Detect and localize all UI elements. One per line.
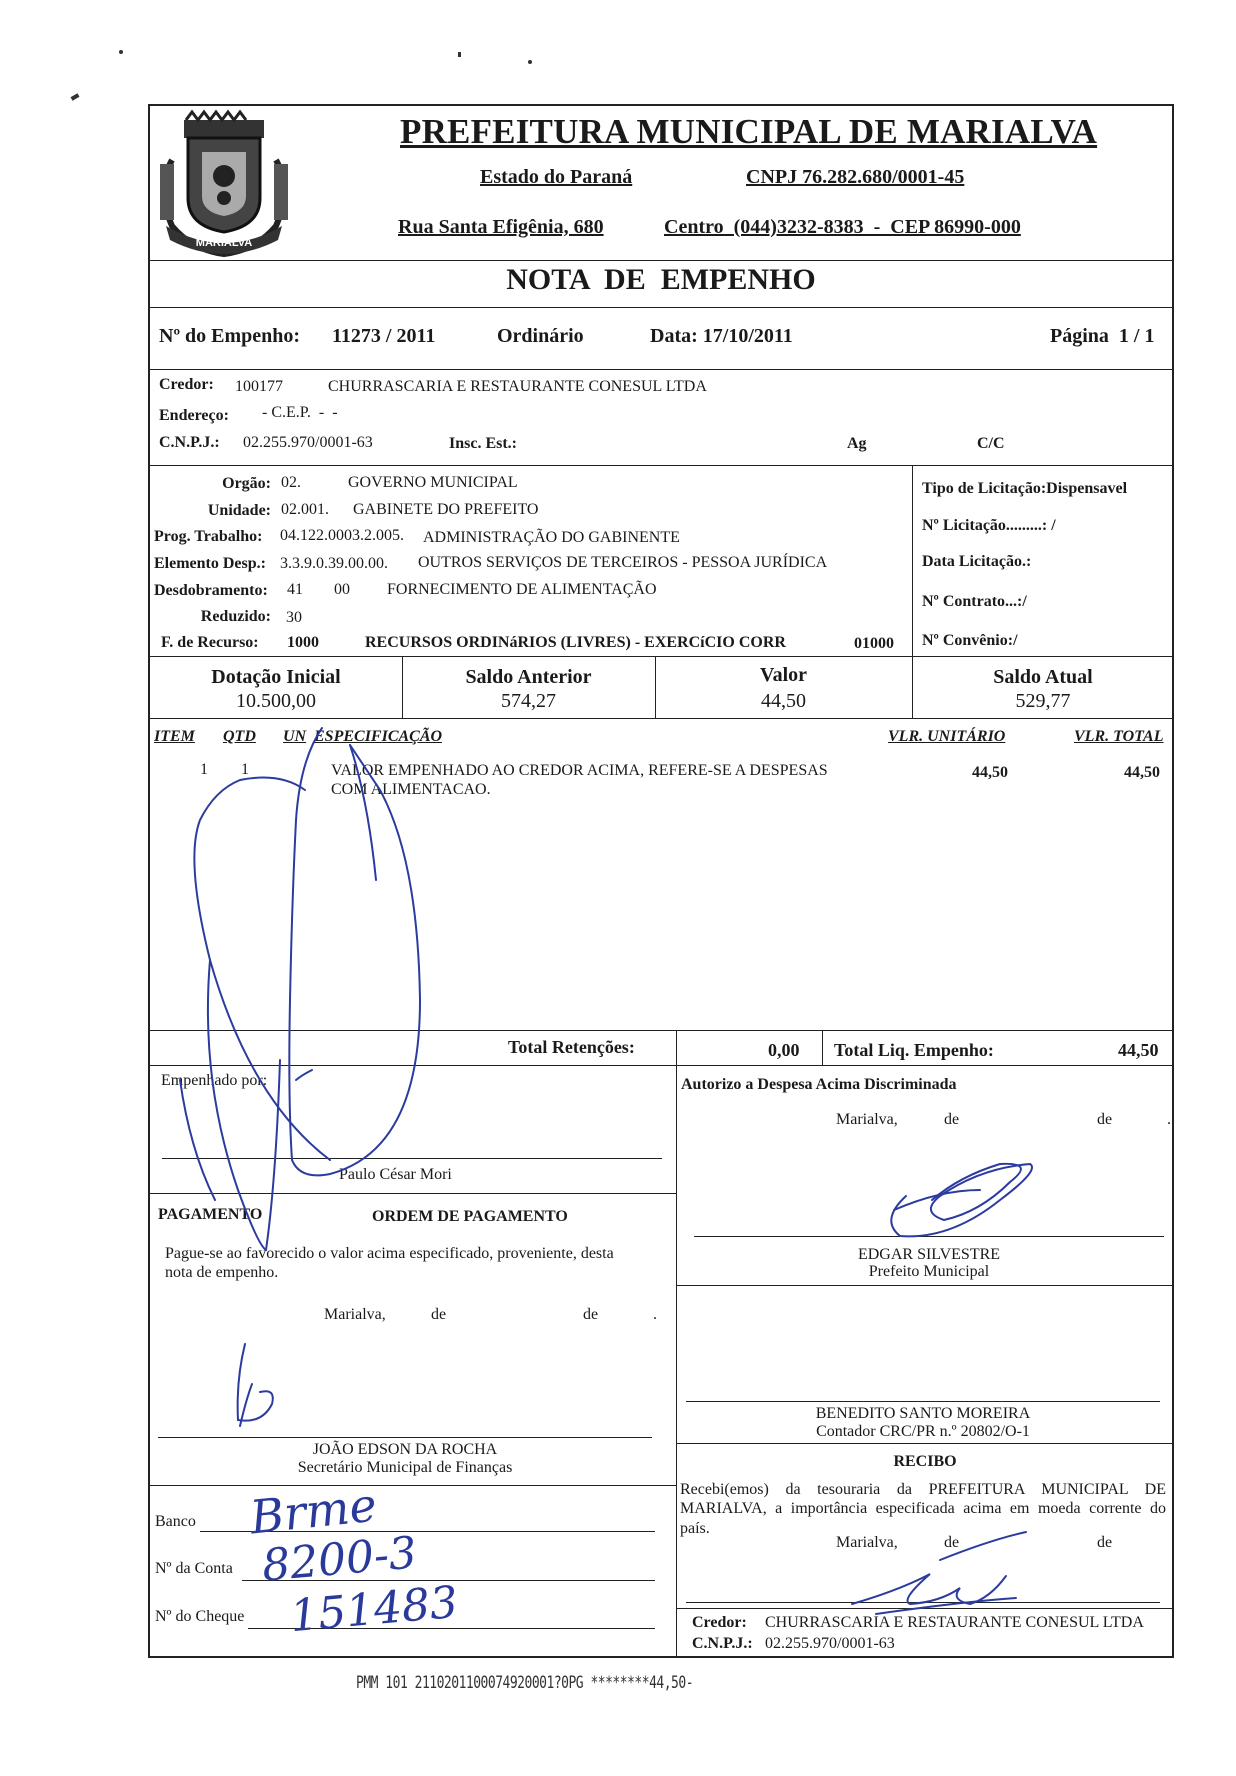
empenho-number-label: Nº do Empenho: bbox=[159, 325, 301, 347]
empenho-type: Ordinário bbox=[497, 325, 584, 347]
recibo-text2: MARIALVA, a importância especificada acima em moeda corrente do bbox=[680, 1500, 1166, 1517]
unidade-code: 02.001. bbox=[281, 501, 329, 518]
desdobramento-label: Desdobramento: bbox=[154, 582, 268, 599]
secretario-role: Secretário Municipal de Finanças bbox=[297, 1459, 513, 1476]
col-qtd: QTD bbox=[223, 728, 256, 745]
page-number: Página 1 / 1 bbox=[1050, 325, 1155, 347]
credor-label: Credor: bbox=[159, 376, 214, 393]
valor-value: 44,50 bbox=[761, 690, 806, 712]
credor-code: 100177 bbox=[235, 378, 283, 395]
cc-label: C/C bbox=[977, 435, 1005, 452]
orgao-name: GOVERNO MUNICIPAL bbox=[348, 474, 518, 491]
orgao-label: Orgão: bbox=[222, 475, 271, 492]
recibo-place: Marialva, bbox=[836, 1534, 898, 1551]
elemento-code: 3.3.9.0.39.00.00. bbox=[280, 555, 388, 572]
endereco-value: - C.E.P. - - bbox=[262, 404, 338, 421]
empenho-date: Data: 17/10/2011 bbox=[650, 325, 793, 347]
elemento-label: Elemento Desp.: bbox=[154, 555, 266, 572]
empenhado-por-label: Empenhado por: bbox=[161, 1072, 268, 1089]
state-label: Estado do Paraná bbox=[480, 166, 633, 188]
total-retencoes-value: 0,00 bbox=[768, 1040, 800, 1060]
conta-label: Nº da Conta bbox=[155, 1560, 233, 1577]
col-especificacao: ESPECIFICAÇÃO bbox=[314, 728, 443, 745]
recibo-text3: país. bbox=[680, 1520, 710, 1537]
recibo-credor-name: CHURRASCARIA E RESTAURANTE CONESUL LTDA bbox=[765, 1614, 1144, 1631]
footer-code: PMM 101 2110201100074920001?0PG ********44,50- bbox=[356, 1673, 694, 1694]
dotacao-inicial-label: Dotação Inicial bbox=[211, 666, 341, 688]
saldo-anterior-label: Saldo Anterior bbox=[465, 666, 592, 688]
prefeito-role: Prefeito Municipal bbox=[868, 1263, 990, 1280]
cnpj-credor-label: C.N.P.J.: bbox=[159, 434, 220, 451]
banco-handwriting: Brme bbox=[247, 1477, 380, 1545]
row-qtd: 1 bbox=[241, 761, 249, 778]
saldo-anterior-value: 574,27 bbox=[501, 690, 556, 712]
pagamento-label: PAGAMENTO bbox=[158, 1206, 263, 1223]
total-liq-value: 44,50 bbox=[1118, 1040, 1159, 1060]
total-liq-label: Total Liq. Empenho: bbox=[834, 1040, 994, 1060]
pagamento-text1: Pague-se ao favorecido o valor acima especificado, proveniente, desta bbox=[165, 1245, 614, 1262]
contact-label: Centro (044)3232-8383 - CEP 86990-000 bbox=[664, 216, 1021, 238]
prog-label: Prog. Trabalho: bbox=[154, 528, 263, 545]
reduzido-label: Reduzido: bbox=[200, 608, 271, 625]
reduzido-value: 30 bbox=[286, 609, 302, 626]
address-label: Rua Santa Efigênia, 680 bbox=[398, 216, 604, 238]
col-un: UN bbox=[283, 728, 307, 745]
dotacao-inicial-value: 10.500,00 bbox=[236, 690, 316, 712]
secretario-name: JOÃO EDSON DA ROCHA bbox=[312, 1441, 498, 1458]
pagamento-place: Marialva, bbox=[324, 1306, 386, 1323]
autorizo-de2: de bbox=[1097, 1111, 1113, 1128]
ordem-pagamento-label: ORDEM DE PAGAMENTO bbox=[372, 1208, 568, 1225]
document-title: NOTA DE EMPENHO bbox=[506, 263, 816, 296]
autorizo-de1: de bbox=[944, 1111, 960, 1128]
recibo-cnpj-value: 02.255.970/0001-63 bbox=[765, 1635, 895, 1652]
endereco-label: Endereço: bbox=[159, 407, 229, 424]
num-licitacao: Nº Licitação.........: / bbox=[922, 517, 1056, 534]
orgao-code: 02. bbox=[281, 474, 301, 491]
empenhado-por-name: Paulo César Mori bbox=[339, 1166, 452, 1183]
insc-est-label: Insc. Est.: bbox=[449, 435, 518, 452]
autorizo-place: Marialva, bbox=[836, 1111, 898, 1128]
contador-role: Contador CRC/PR n.º 20802/O-1 bbox=[816, 1423, 1030, 1440]
seal-text: MARIALVA bbox=[195, 237, 253, 249]
row-item: 1 bbox=[200, 761, 208, 778]
unidade-name: GABINETE DO PREFEITO bbox=[353, 501, 539, 518]
valor-label: Valor bbox=[759, 664, 808, 686]
pagamento-dot: . bbox=[653, 1306, 657, 1323]
contador-name: BENEDITO SANTO MOREIRA bbox=[815, 1405, 1031, 1422]
saldo-atual-value: 529,77 bbox=[1015, 690, 1071, 712]
saldo-atual-label: Saldo Atual bbox=[993, 666, 1093, 688]
recibo-de1: de bbox=[944, 1534, 960, 1551]
autorizo-dot: . bbox=[1167, 1111, 1171, 1128]
fonte-code2: 01000 bbox=[854, 635, 894, 652]
desdobramento-name: FORNECIMENTO DE ALIMENTAÇÃO bbox=[387, 581, 657, 598]
row-esp-line1: VALOR EMPENHADO AO CREDOR ACIMA, REFERE-SE A DESPESAS bbox=[331, 762, 828, 779]
recibo-de2: de bbox=[1097, 1534, 1113, 1551]
recibo-label: RECIBO bbox=[893, 1453, 957, 1470]
col-vlr-unitario: VLR. UNITÁRIO bbox=[888, 728, 1006, 745]
data-licitacao: Data Licitação.: bbox=[922, 553, 1032, 570]
cheque-handwriting: 151483 bbox=[288, 1576, 460, 1643]
unidade-label: Unidade: bbox=[207, 502, 271, 519]
col-vlr-total: VLR. TOTAL bbox=[1074, 728, 1164, 745]
prog-code: 04.122.0003.2.005. bbox=[280, 527, 404, 544]
tipo-licitacao-text: Tipo de Licitação:Dispensavel bbox=[922, 480, 1128, 497]
recibo-credor-label: Credor: bbox=[692, 1614, 747, 1631]
num-convenio: Nº Convênio:/ bbox=[922, 632, 1018, 649]
prefeito-name: EDGAR SILVESTRE bbox=[857, 1246, 1001, 1263]
empenho-number: 11273 / 2011 bbox=[332, 325, 436, 347]
prefeitura-title: PREFEITURA MUNICIPAL DE MARIALVA bbox=[400, 112, 1098, 151]
elemento-name: OUTROS SERVIÇOS DE TERCEIROS - PESSOA JURÍDICA bbox=[418, 554, 828, 571]
ag-label: Ag bbox=[847, 435, 867, 452]
pagamento-text2: nota de empenho. bbox=[165, 1264, 279, 1281]
pagamento-de2: de bbox=[583, 1306, 599, 1323]
fonte-name: RECURSOS ORDINáRIOS (LIVRES) - EXERCíCIO CORR bbox=[365, 634, 786, 651]
total-retencoes-label: Total Retenções: bbox=[508, 1037, 635, 1057]
credor-name: CHURRASCARIA E RESTAURANTE CONESUL LTDA bbox=[328, 378, 707, 395]
prog-name: ADMINISTRAÇÃO DO GABINENTE bbox=[423, 529, 680, 546]
cheque-label: Nº do Cheque bbox=[155, 1608, 245, 1625]
banco-label: Banco bbox=[155, 1513, 196, 1530]
row-vlr-total: 44,50 bbox=[1124, 764, 1160, 781]
fonte-label: F. de Recurso: bbox=[161, 634, 259, 651]
desdobramento-code2: 00 bbox=[334, 581, 350, 598]
conta-handwriting: 8200-3 bbox=[260, 1527, 419, 1592]
recibo-text1: Recebi(emos) da tesouraria da PREFEITURA MUNICIPAL DE bbox=[680, 1481, 1166, 1498]
pagamento-de1: de bbox=[431, 1306, 447, 1323]
fonte-code: 1000 bbox=[287, 634, 319, 651]
autorizo-label: Autorizo a Despesa Acima Discriminada bbox=[681, 1076, 957, 1093]
cnpj-label: CNPJ 76.282.680/0001-45 bbox=[746, 166, 965, 188]
num-contrato: Nº Contrato...:/ bbox=[922, 593, 1027, 610]
recibo-cnpj-label: C.N.P.J.: bbox=[692, 1635, 753, 1652]
cnpj-credor-value: 02.255.970/0001-63 bbox=[243, 434, 373, 451]
row-vlr-unitario: 44,50 bbox=[972, 764, 1008, 781]
desdobramento-code1: 41 bbox=[287, 581, 303, 598]
row-esp-line2: COM ALIMENTACAO. bbox=[331, 781, 491, 798]
col-item: ITEM bbox=[154, 728, 195, 745]
